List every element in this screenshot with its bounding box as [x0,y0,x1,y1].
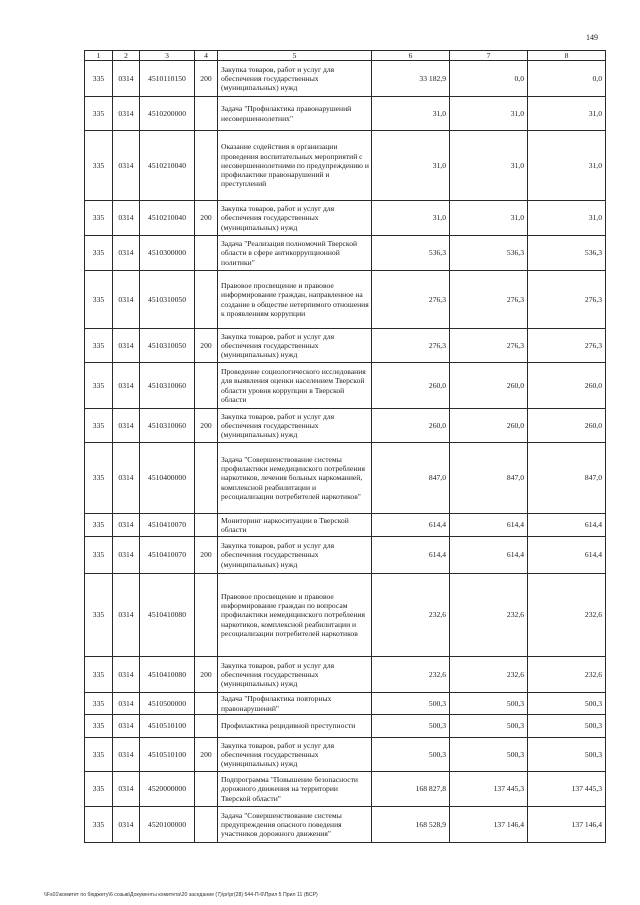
cell-section-code: 0314 [113,363,140,409]
cell-amount-col7: 536,3 [450,236,528,271]
column-header: 4 [195,51,218,61]
cell-amount-col6: 536,3 [372,236,450,271]
cell-name: Правовое просвещение и правовое информирование граждан по вопросам профилактики немедицинского потребления наркотиков, комплексной реабилитации и ресоциализации потребителей наркотиков [218,574,372,657]
cell-expense-type [195,271,218,329]
cell-expense-type [195,693,218,715]
cell-amount-col7: 31,0 [450,97,528,131]
cell-target-code: 4510410070 [140,514,195,537]
cell-department-code: 335 [85,574,113,657]
cell-amount-col7: 31,0 [450,131,528,201]
table-row [85,131,606,201]
cell-name: Подпрограмма "Повышение безопасности дорожного движения на территории Тверской области" [218,772,372,807]
cell-section-code: 0314 [113,693,140,715]
cell-amount-col8: 614,4 [528,514,606,537]
table-row [85,329,606,363]
cell-section-code: 0314 [113,131,140,201]
cell-target-code: 4510410080 [140,657,195,693]
table-row [85,271,606,329]
cell-target-code: 4510510100 [140,738,195,772]
cell-target-code: 4510410080 [140,574,195,657]
cell-amount-col6: 276,3 [372,271,450,329]
cell-amount-col6: 168 827,8 [372,772,450,807]
cell-expense-type [195,363,218,409]
table-row [85,772,606,807]
cell-section-code: 0314 [113,574,140,657]
cell-amount-col7: 137 445,3 [450,772,528,807]
cell-name: Проведение социологического исследования для выявления оценки населением Тверской области уровня коррупции в Тверской области [218,363,372,409]
cell-amount-col7: 260,0 [450,409,528,443]
cell-department-code: 335 [85,409,113,443]
cell-section-code: 0314 [113,772,140,807]
table-row [85,693,606,715]
cell-section-code: 0314 [113,807,140,843]
cell-expense-type: 200 [195,537,218,574]
cell-amount-col8: 536,3 [528,236,606,271]
cell-name: Закупка товаров, работ и услуг для обеспечения государственных (муниципальных) нужд [218,738,372,772]
cell-amount-col8: 137 146,4 [528,807,606,843]
cell-target-code: 4510310060 [140,363,195,409]
cell-department-code: 335 [85,201,113,236]
cell-amount-col6: 260,0 [372,363,450,409]
cell-section-code: 0314 [113,738,140,772]
cell-target-code: 4510310060 [140,409,195,443]
cell-amount-col6: 232,6 [372,574,450,657]
cell-amount-col6: 232,6 [372,657,450,693]
footer-file-path: \\Fs01\комитет по бюджету\6 созыв\Документы комитета\20 заседание (7)\pr\pr(28) 544-П-6\Прил 5 Прил 11 (ВСР) [44,892,318,898]
cell-amount-col8: 260,0 [528,363,606,409]
cell-name: Задача "Совершенствование системы предупреждения опасного поведения участников дорожного движения" [218,807,372,843]
cell-section-code: 0314 [113,514,140,537]
cell-name: Закупка товаров, работ и услуг для обеспечения государственных (муниципальных) нужд [218,61,372,97]
cell-amount-col6: 500,3 [372,693,450,715]
cell-name: Профилактика рецидивной преступности [218,715,372,738]
cell-target-code: 4510500000 [140,693,195,715]
cell-name: Задача "Профилактика правонарушений несовершеннолетних" [218,97,372,131]
cell-department-code: 335 [85,715,113,738]
cell-expense-type: 200 [195,409,218,443]
column-header: 3 [140,51,195,61]
cell-amount-col7: 500,3 [450,715,528,738]
cell-amount-col7: 847,0 [450,443,528,514]
table-row [85,574,606,657]
cell-target-code: 4510310050 [140,271,195,329]
cell-target-code: 4510200000 [140,97,195,131]
cell-expense-type [195,514,218,537]
cell-amount-col6: 31,0 [372,131,450,201]
cell-target-code: 4510410070 [140,537,195,574]
cell-amount-col6: 276,3 [372,329,450,363]
cell-amount-col8: 0,0 [528,61,606,97]
cell-amount-col8: 31,0 [528,131,606,201]
cell-section-code: 0314 [113,236,140,271]
cell-section-code: 0314 [113,201,140,236]
cell-section-code: 0314 [113,715,140,738]
cell-target-code: 4510210040 [140,131,195,201]
cell-amount-col7: 500,3 [450,693,528,715]
cell-section-code: 0314 [113,61,140,97]
cell-department-code: 335 [85,363,113,409]
cell-expense-type: 200 [195,657,218,693]
cell-amount-col7: 500,3 [450,738,528,772]
cell-amount-col6: 33 182,9 [372,61,450,97]
cell-amount-col6: 847,0 [372,443,450,514]
column-header: 7 [450,51,528,61]
cell-amount-col7: 232,6 [450,657,528,693]
cell-department-code: 335 [85,693,113,715]
cell-target-code: 4510110150 [140,61,195,97]
table-row [85,97,606,131]
cell-amount-col8: 232,6 [528,657,606,693]
table-row [85,537,606,574]
cell-department-code: 335 [85,807,113,843]
cell-name: Закупка товаров, работ и услуг для обеспечения государственных (муниципальных) нужд [218,201,372,236]
cell-target-code: 4510400000 [140,443,195,514]
cell-department-code: 335 [85,61,113,97]
cell-department-code: 335 [85,329,113,363]
cell-expense-type: 200 [195,329,218,363]
cell-expense-type [195,807,218,843]
cell-expense-type [195,443,218,514]
budget-table [84,50,606,843]
cell-department-code: 335 [85,131,113,201]
cell-amount-col7: 614,4 [450,537,528,574]
cell-amount-col7: 260,0 [450,363,528,409]
column-header: 5 [218,51,372,61]
cell-expense-type: 200 [195,201,218,236]
cell-amount-col6: 500,3 [372,738,450,772]
cell-amount-col6: 168 528,9 [372,807,450,843]
table-row [85,363,606,409]
cell-expense-type [195,772,218,807]
table-row [85,409,606,443]
cell-expense-type: 200 [195,61,218,97]
cell-amount-col8: 276,3 [528,271,606,329]
cell-department-code: 335 [85,738,113,772]
table-row [85,201,606,236]
cell-amount-col8: 260,0 [528,409,606,443]
cell-expense-type: 200 [195,738,218,772]
table-row [85,715,606,738]
cell-target-code: 4510210040 [140,201,195,236]
cell-department-code: 335 [85,443,113,514]
cell-department-code: 335 [85,271,113,329]
table-row [85,738,606,772]
cell-name: Мониторинг наркоситуации в Тверской области [218,514,372,537]
column-header: 6 [372,51,450,61]
cell-section-code: 0314 [113,329,140,363]
cell-amount-col8: 232,6 [528,574,606,657]
table-row [85,807,606,843]
page-number: 149 [586,33,598,42]
cell-name: Правовое просвещение и правовое информирование граждан, направленное на создание в обществе нетерпимого отношения к проявлениям коррупции [218,271,372,329]
cell-expense-type [195,236,218,271]
cell-amount-col6: 260,0 [372,409,450,443]
cell-name: Задача "Совершенствование системы профилактики немедицинского потребления наркотиков, лечения больных наркоманией, комплексной реабилитации и ресоциализации потребителей наркотиков" [218,443,372,514]
cell-department-code: 335 [85,772,113,807]
cell-amount-col7: 276,3 [450,271,528,329]
cell-section-code: 0314 [113,537,140,574]
table-row [85,236,606,271]
cell-amount-col7: 31,0 [450,201,528,236]
cell-amount-col6: 614,4 [372,537,450,574]
cell-amount-col8: 500,3 [528,738,606,772]
cell-department-code: 335 [85,514,113,537]
cell-name: Закупка товаров, работ и услуг для обеспечения государственных (муниципальных) нужд [218,329,372,363]
cell-amount-col8: 31,0 [528,201,606,236]
cell-amount-col8: 847,0 [528,443,606,514]
column-header: 1 [85,51,113,61]
cell-department-code: 335 [85,537,113,574]
cell-target-code: 4520100000 [140,807,195,843]
cell-amount-col8: 31,0 [528,97,606,131]
cell-amount-col6: 500,3 [372,715,450,738]
cell-amount-col7: 137 146,4 [450,807,528,843]
cell-name: Оказание содействия в организации проведения воспитательных мероприятий с несовершеннолетними по предупреждению и профилактике правонарушений и преступлений [218,131,372,201]
cell-expense-type [195,97,218,131]
cell-name: Задача "Реализация полномочий Тверской области в сфере антикоррупционной политики" [218,236,372,271]
header-row [85,51,606,61]
cell-department-code: 335 [85,236,113,271]
cell-amount-col8: 614,4 [528,537,606,574]
cell-target-code: 4510510100 [140,715,195,738]
cell-target-code: 4520000000 [140,772,195,807]
table-row [85,657,606,693]
cell-expense-type [195,715,218,738]
cell-expense-type [195,574,218,657]
table-row [85,61,606,97]
cell-name: Закупка товаров, работ и услуг для обеспечения государственных (муниципальных) нужд [218,409,372,443]
column-header: 8 [528,51,606,61]
cell-section-code: 0314 [113,271,140,329]
cell-amount-col6: 31,0 [372,97,450,131]
cell-amount-col7: 614,4 [450,514,528,537]
table-row [85,443,606,514]
cell-department-code: 335 [85,97,113,131]
column-header: 2 [113,51,140,61]
cell-amount-col8: 500,3 [528,715,606,738]
cell-amount-col7: 232,6 [450,574,528,657]
cell-amount-col8: 137 445,3 [528,772,606,807]
cell-section-code: 0314 [113,443,140,514]
cell-expense-type [195,131,218,201]
cell-name: Задача "Профилактика повторных правонарушений" [218,693,372,715]
table-row [85,514,606,537]
cell-department-code: 335 [85,657,113,693]
cell-target-code: 4510300000 [140,236,195,271]
cell-name: Закупка товаров, работ и услуг для обеспечения государственных (муниципальных) нужд [218,537,372,574]
cell-amount-col7: 276,3 [450,329,528,363]
cell-amount-col7: 0,0 [450,61,528,97]
cell-section-code: 0314 [113,409,140,443]
cell-amount-col6: 31,0 [372,201,450,236]
cell-amount-col6: 614,4 [372,514,450,537]
cell-section-code: 0314 [113,97,140,131]
cell-amount-col8: 500,3 [528,693,606,715]
cell-section-code: 0314 [113,657,140,693]
cell-target-code: 4510310050 [140,329,195,363]
cell-name: Закупка товаров, работ и услуг для обеспечения государственных (муниципальных) нужд [218,657,372,693]
cell-amount-col8: 276,3 [528,329,606,363]
